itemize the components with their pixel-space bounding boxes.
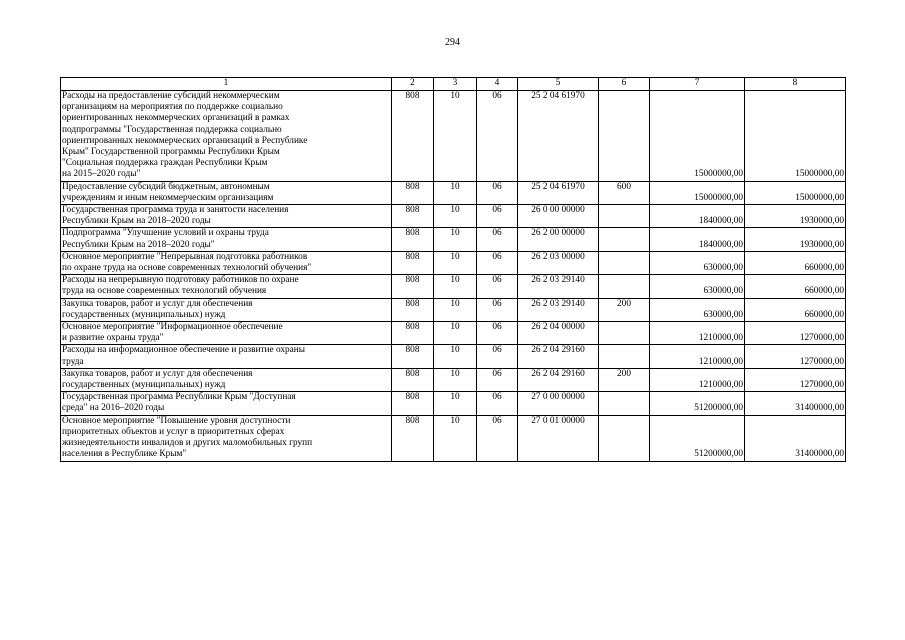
- row-description: Расходы на информационное обеспечение и развитие охраны труда: [61, 345, 392, 368]
- ministry-code: 808: [392, 322, 434, 345]
- header-row: [61, 78, 846, 91]
- target-article-code: 26 2 04 00000: [518, 322, 599, 345]
- subsection-code: 06: [477, 275, 518, 298]
- row-description: Закупка товаров, работ и услуг для обеспечения государственных (муниципальных) нужд: [61, 298, 392, 321]
- section-code: 10: [434, 298, 477, 321]
- table-row: [61, 275, 846, 298]
- section-code: 10: [434, 91, 477, 182]
- table-row: [61, 181, 846, 204]
- column-header: 3: [434, 78, 477, 91]
- amount-year-2: 660000,00: [745, 275, 846, 298]
- section-code: 10: [434, 275, 477, 298]
- table-row: [61, 345, 846, 368]
- amount-year-2: 660000,00: [745, 298, 846, 321]
- amount-year-2: 31400000,00: [745, 415, 846, 461]
- row-description: Основное мероприятие "Повышение уровня доступности приоритетных объектов и услуг в приоритетных сферах жизнедеятельности инвалидов и других маломобильных групп населения в Республике Крым": [61, 415, 392, 461]
- section-code: 10: [434, 415, 477, 461]
- target-article-code: 26 2 03 29140: [518, 298, 599, 321]
- amount-year-2: 1930000,00: [745, 228, 846, 251]
- section-code: 10: [434, 251, 477, 274]
- column-header: 1: [61, 78, 392, 91]
- amount-year-1: 51200000,00: [650, 415, 745, 461]
- column-header: 6: [599, 78, 650, 91]
- table-row: [61, 205, 846, 228]
- ministry-code: 808: [392, 415, 434, 461]
- section-code: 10: [434, 322, 477, 345]
- subsection-code: 06: [477, 228, 518, 251]
- target-article-code: 26 2 03 00000: [518, 251, 599, 274]
- section-code: 10: [434, 228, 477, 251]
- subsection-code: 06: [477, 415, 518, 461]
- amount-year-2: 1270000,00: [745, 322, 846, 345]
- amount-year-2: 660000,00: [745, 251, 846, 274]
- amount-year-1: 630000,00: [650, 251, 745, 274]
- table-row: [61, 298, 846, 321]
- amount-year-1: 51200000,00: [650, 392, 745, 415]
- row-description: Закупка товаров, работ и услуг для обеспечения государственных (муниципальных) нужд: [61, 368, 392, 391]
- amount-year-1: 630000,00: [650, 298, 745, 321]
- amount-year-2: 1930000,00: [745, 205, 846, 228]
- target-article-code: 26 0 00 00000: [518, 205, 599, 228]
- expense-type-code: [599, 322, 650, 345]
- ministry-code: 808: [392, 392, 434, 415]
- table-row: [61, 368, 846, 391]
- target-article-code: 27 0 00 00000: [518, 392, 599, 415]
- target-article-code: 27 0 01 00000: [518, 415, 599, 461]
- amount-year-1: 1210000,00: [650, 322, 745, 345]
- amount-year-2: 1270000,00: [745, 368, 846, 391]
- expense-type-code: 600: [599, 181, 650, 204]
- ministry-code: 808: [392, 345, 434, 368]
- row-description: Основное мероприятие "Непрерывная подготовка работников по охране труда на основе современных технологий обучения": [61, 251, 392, 274]
- column-header: 7: [650, 78, 745, 91]
- row-description: Предоставление субсидий бюджетным, автономным учреждениям и иным некоммерческим организациям: [61, 181, 392, 204]
- table-row: [61, 91, 846, 182]
- expense-type-code: [599, 91, 650, 182]
- expense-type-code: 200: [599, 368, 650, 391]
- expense-type-code: [599, 251, 650, 274]
- table-row: [61, 251, 846, 274]
- expense-type-code: [599, 275, 650, 298]
- ministry-code: 808: [392, 228, 434, 251]
- table-body: [61, 91, 846, 462]
- subsection-code: 06: [477, 91, 518, 182]
- ministry-code: 808: [392, 275, 434, 298]
- expense-type-code: [599, 345, 650, 368]
- subsection-code: 06: [477, 205, 518, 228]
- subsection-code: 06: [477, 368, 518, 391]
- target-article-code: 25 2 04 61970: [518, 181, 599, 204]
- column-header: 4: [477, 78, 518, 91]
- table-header: [61, 78, 846, 91]
- table-row: [61, 322, 846, 345]
- ministry-code: 808: [392, 205, 434, 228]
- subsection-code: 06: [477, 251, 518, 274]
- row-description: Основное мероприятие "Информационное обеспечение и развитие охраны труда": [61, 322, 392, 345]
- amount-year-1: 1840000,00: [650, 228, 745, 251]
- amount-year-1: 1210000,00: [650, 345, 745, 368]
- amount-year-1: 1840000,00: [650, 205, 745, 228]
- page-number: 294: [445, 37, 460, 48]
- row-description: Расходы на непрерывную подготовку работников по охране труда на основе современных технологий обучения: [61, 275, 392, 298]
- target-article-code: 26 2 00 00000: [518, 228, 599, 251]
- target-article-code: 26 2 03 29140: [518, 275, 599, 298]
- target-article-code: 25 2 04 61970: [518, 91, 599, 182]
- expense-type-code: [599, 415, 650, 461]
- ministry-code: 808: [392, 251, 434, 274]
- row-description: Государственная программа Республики Крым "Доступная среда" на 2016–2020 годы: [61, 392, 392, 415]
- ministry-code: 808: [392, 368, 434, 391]
- amount-year-2: 1270000,00: [745, 345, 846, 368]
- table-row: [61, 228, 846, 251]
- subsection-code: 06: [477, 322, 518, 345]
- amount-year-1: 15000000,00: [650, 91, 745, 182]
- subsection-code: 06: [477, 181, 518, 204]
- section-code: 10: [434, 205, 477, 228]
- amount-year-1: 630000,00: [650, 275, 745, 298]
- amount-year-1: 15000000,00: [650, 181, 745, 204]
- section-code: 10: [434, 345, 477, 368]
- row-description: Подпрограмма "Улучшение условий и охраны труда Республики Крым на 2018–2020 годы": [61, 228, 392, 251]
- row-description: Государственная программа труда и занятости населения Республики Крым на 2018–2020 годы: [61, 205, 392, 228]
- target-article-code: 26 2 04 29160: [518, 368, 599, 391]
- row-description: Расходы на предоставление субсидий некоммерческим организациям на мероприятия по поддержке социально ориентированных некоммерческих организаций в рамках подпрограммы "Государственная поддержка социально ориентированных некоммерческих организаций в Республике Крым" Государственной программы Республики Крым "Социальная поддержка граждан Республики Крым на 2015–2020 годы": [61, 91, 392, 182]
- amount-year-2: 15000000,00: [745, 181, 846, 204]
- subsection-code: 06: [477, 298, 518, 321]
- subsection-code: 06: [477, 392, 518, 415]
- target-article-code: 26 2 04 29160: [518, 345, 599, 368]
- ministry-code: 808: [392, 91, 434, 182]
- expense-type-code: [599, 228, 650, 251]
- section-code: 10: [434, 368, 477, 391]
- ministry-code: 808: [392, 181, 434, 204]
- table-row: [61, 415, 846, 461]
- expense-type-code: [599, 392, 650, 415]
- ministry-code: 808: [392, 298, 434, 321]
- column-header: 8: [745, 78, 846, 91]
- amount-year-1: 1210000,00: [650, 368, 745, 391]
- amount-year-2: 31400000,00: [745, 392, 846, 415]
- column-header: 5: [518, 78, 599, 91]
- section-code: 10: [434, 392, 477, 415]
- section-code: 10: [434, 181, 477, 204]
- amount-year-2: 15000000,00: [745, 91, 846, 182]
- subsection-code: 06: [477, 345, 518, 368]
- table-row: [61, 392, 846, 415]
- budget-table: [60, 77, 846, 462]
- column-header: 2: [392, 78, 434, 91]
- expense-type-code: [599, 205, 650, 228]
- expense-type-code: 200: [599, 298, 650, 321]
